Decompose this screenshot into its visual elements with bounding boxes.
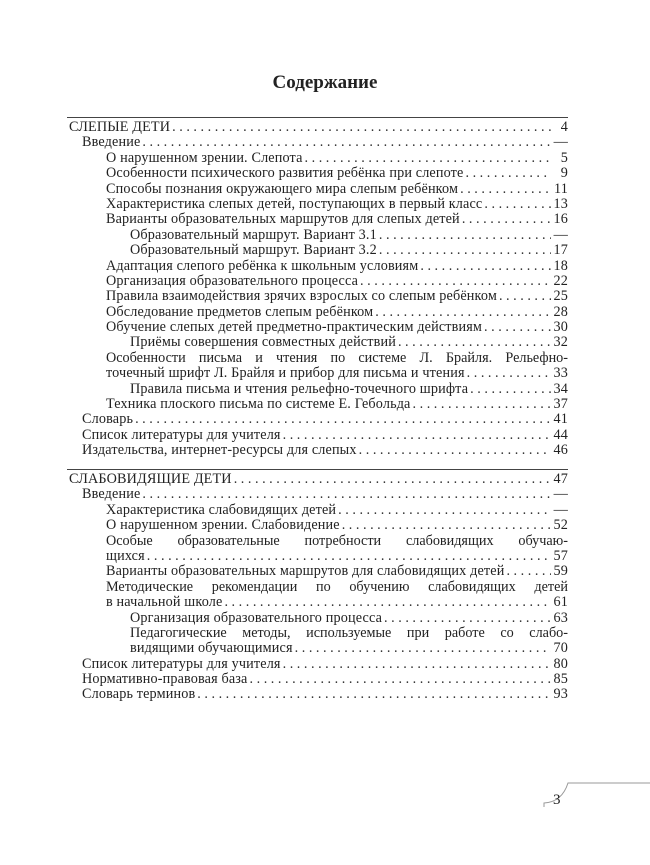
toc-page-number: 17: [553, 243, 568, 259]
dot-leader: [224, 595, 550, 610]
toc-entry-title: в начальной школе: [106, 595, 223, 611]
toc-entry-title: Образовательный маршрут. Вариант 3.2: [130, 243, 377, 259]
toc-page-number: 34: [553, 381, 568, 397]
toc-entry-title: Обследование предметов слепым ребёнком: [106, 304, 374, 320]
dot-leader: [342, 518, 551, 533]
dot-leader: [465, 166, 551, 181]
toc-entry-title: точечный шрифт Л. Брайля и прибор для письма и чтения: [106, 366, 465, 382]
dot-leader: [295, 641, 551, 656]
dot-leader: [305, 151, 551, 166]
toc-page-number: —: [553, 487, 568, 503]
toc-page-number: 93: [553, 687, 568, 703]
toc-entry[interactable]: [67, 687, 568, 702]
toc-entry-title: Введение: [82, 487, 141, 503]
toc-entry[interactable]: [67, 228, 568, 243]
toc-entry-title: Образовательный маршрут. Вариант 3.1: [130, 227, 377, 243]
toc-entry[interactable]: [67, 243, 568, 258]
dot-leader: [499, 289, 551, 304]
toc-entry[interactable]: [67, 182, 568, 197]
toc-page-number: 41: [553, 412, 568, 428]
page-number: 3: [553, 792, 561, 808]
toc-entry[interactable]: [67, 518, 568, 533]
toc-entry-title: Список литературы для учителя: [82, 427, 281, 443]
dot-leader: [413, 397, 551, 412]
toc-page-number: 30: [553, 320, 568, 336]
dot-leader: [283, 657, 551, 672]
toc-page-number: 28: [553, 304, 568, 320]
toc-entry-title: СЛЕПЫЕ ДЕТИ: [69, 120, 171, 135]
toc-page-number: —: [553, 135, 568, 151]
toc-entry[interactable]: [67, 135, 568, 150]
toc-entry[interactable]: [67, 397, 568, 412]
toc-entry-title: Словарь терминов: [82, 687, 196, 703]
toc-entry[interactable]: [67, 289, 568, 304]
toc-page-number: 16: [553, 212, 568, 228]
dot-leader: [142, 135, 550, 150]
toc-part-heading[interactable]: [67, 472, 568, 487]
toc-entry-line[interactable]: Особые образовательные потребности слабовидящих обучаю-: [106, 533, 568, 549]
dot-leader: [172, 120, 551, 135]
toc-page-number: 9: [560, 166, 568, 182]
toc-entry-title: Варианты образовательных маршрутов для слабовидящих детей: [106, 564, 505, 580]
toc-entry-line[interactable]: Педагогические методы, используемые при работе со слабо-: [130, 625, 568, 641]
toc-section-low-vision: [67, 469, 568, 703]
dot-leader: [398, 335, 551, 350]
dot-leader: [234, 472, 551, 487]
toc-page-number: 4: [560, 120, 568, 135]
toc-entry-line[interactable]: Особенности письма и чтения по системе Л. Брайля. Рельефно-: [106, 350, 568, 366]
toc-entry[interactable]: [67, 657, 568, 672]
dot-leader: [197, 687, 550, 702]
toc-page-number: 70: [553, 641, 568, 657]
toc-page-number: 22: [553, 273, 568, 289]
toc-entry[interactable]: [67, 412, 568, 427]
toc-entry-title: Особенности психического развития ребёнка при слепоте: [106, 166, 464, 182]
toc-entry[interactable]: [67, 197, 568, 212]
dot-leader: [470, 382, 550, 397]
toc-page-number: 33: [553, 366, 568, 382]
dot-leader: [359, 443, 551, 458]
toc-entry[interactable]: [67, 595, 568, 610]
toc-entry-title: Характеристика слепых детей, поступающих в первый класс: [106, 196, 483, 212]
toc-page-number: —: [553, 502, 568, 518]
toc-entry[interactable]: [67, 335, 568, 350]
toc-entry-title: видящими обучающимися: [130, 641, 293, 657]
toc-entry-title: Способы познания окружающего мира слепым ребёнком: [106, 181, 459, 197]
toc-entry-line[interactable]: Методические рекомендации по обучению слабовидящих детей: [106, 579, 568, 595]
section-rule: [67, 117, 568, 118]
toc-page-number: 44: [553, 427, 568, 443]
dot-leader: [506, 564, 550, 579]
toc-entry-title: Список литературы для учителя: [82, 656, 281, 672]
toc-entry-title: Обучение слепых детей предметно-практическим действиям: [106, 320, 483, 336]
toc-entry-title: СЛАБОВИДЯЩИЕ ДЕТИ: [69, 472, 232, 487]
toc-page-number: —: [553, 227, 568, 243]
dot-leader: [250, 672, 551, 687]
toc-page-number: 47: [553, 472, 568, 487]
toc-page-number: 25: [553, 289, 568, 305]
toc-page-number: 80: [553, 656, 568, 672]
toc-page-number: 13: [553, 196, 568, 212]
toc-page-number: 61: [553, 595, 568, 611]
dot-leader: [420, 259, 550, 274]
page-title: Содержание: [272, 72, 378, 93]
toc-entry[interactable]: [67, 549, 568, 564]
toc-page-number: 59: [553, 564, 568, 580]
dot-leader: [467, 366, 551, 381]
toc-entry-title: Организация образовательного процесса: [130, 610, 383, 626]
toc-entry-title: Адаптация слепого ребёнка к школьным условиям: [106, 258, 419, 274]
toc-entry-title: О нарушенном зрении. Слабовидение: [106, 518, 340, 534]
toc-entry[interactable]: [67, 564, 568, 579]
dot-leader: [338, 503, 550, 518]
toc-page-number: 37: [553, 397, 568, 413]
toc-entry[interactable]: [67, 212, 568, 227]
dot-leader: [379, 228, 551, 243]
toc-entry-title: Техника плоского письма по системе Е. Гебольда: [106, 397, 411, 413]
dot-leader: [384, 611, 550, 626]
dot-leader: [460, 182, 551, 197]
toc-entry[interactable]: [67, 611, 568, 626]
dot-leader: [142, 487, 550, 502]
toc-page-number: 63: [553, 610, 568, 626]
toc-entry[interactable]: [67, 443, 568, 458]
toc-page-number: 46: [553, 443, 568, 459]
toc-page-number: 32: [553, 335, 568, 351]
dot-leader: [379, 243, 551, 258]
toc-entry[interactable]: [67, 151, 568, 166]
toc-entry-title: О нарушенном зрении. Слепота: [106, 150, 303, 166]
toc-entry[interactable]: [67, 166, 568, 181]
toc-entry-title: Словарь: [82, 412, 134, 428]
toc-entry-title: Введение: [82, 135, 141, 151]
toc-entry-title: Нормативно-правовая база: [82, 672, 248, 688]
toc-page-number: 18: [553, 258, 568, 274]
toc-entry[interactable]: [67, 428, 568, 443]
toc-entry[interactable]: [67, 366, 568, 381]
toc-entry[interactable]: [67, 274, 568, 289]
dot-leader: [484, 320, 550, 335]
dot-leader: [283, 428, 551, 443]
toc-part-heading[interactable]: [67, 120, 568, 135]
toc-page-number: 52: [553, 518, 568, 534]
dot-leader: [135, 412, 550, 427]
toc-section-blind: [67, 117, 568, 459]
dot-leader: [462, 212, 551, 227]
toc-entry[interactable]: [67, 320, 568, 335]
toc-page-number: 57: [553, 548, 568, 564]
toc-entry-title: Характеристика слабовидящих детей: [106, 502, 337, 518]
toc-entry-title: щихся: [106, 548, 145, 564]
toc-entry-title: Приёмы совершения совместных действий: [130, 335, 396, 351]
dot-leader: [147, 549, 551, 564]
toc-entry-title: Издательства, интернет-ресурсы для слепых: [82, 443, 357, 459]
toc-entry[interactable]: [67, 503, 568, 518]
dot-leader: [360, 274, 550, 289]
dot-leader: [484, 197, 550, 212]
toc-entry-title: Правила взаимодействия зрячих взрослых со слепым ребёнком: [106, 289, 497, 305]
toc-entry[interactable]: [67, 305, 568, 320]
toc-page-number: 5: [560, 150, 568, 166]
toc-page-number: 85: [553, 672, 568, 688]
toc-entry-title: Организация образовательного процесса: [106, 273, 359, 289]
toc-entry-title: Правила письма и чтения рельефно-точечного шрифта: [130, 381, 469, 397]
toc-entry[interactable]: [67, 487, 568, 502]
toc-entry[interactable]: [67, 259, 568, 274]
toc-entry-title: Варианты образовательных маршрутов для слепых детей: [106, 212, 460, 228]
section-rule: [67, 469, 568, 470]
toc-page-number: 11: [554, 181, 568, 197]
toc-entry[interactable]: [67, 382, 568, 397]
dot-leader: [375, 305, 550, 320]
toc-entry[interactable]: [67, 672, 568, 687]
toc-entry[interactable]: [67, 641, 568, 656]
